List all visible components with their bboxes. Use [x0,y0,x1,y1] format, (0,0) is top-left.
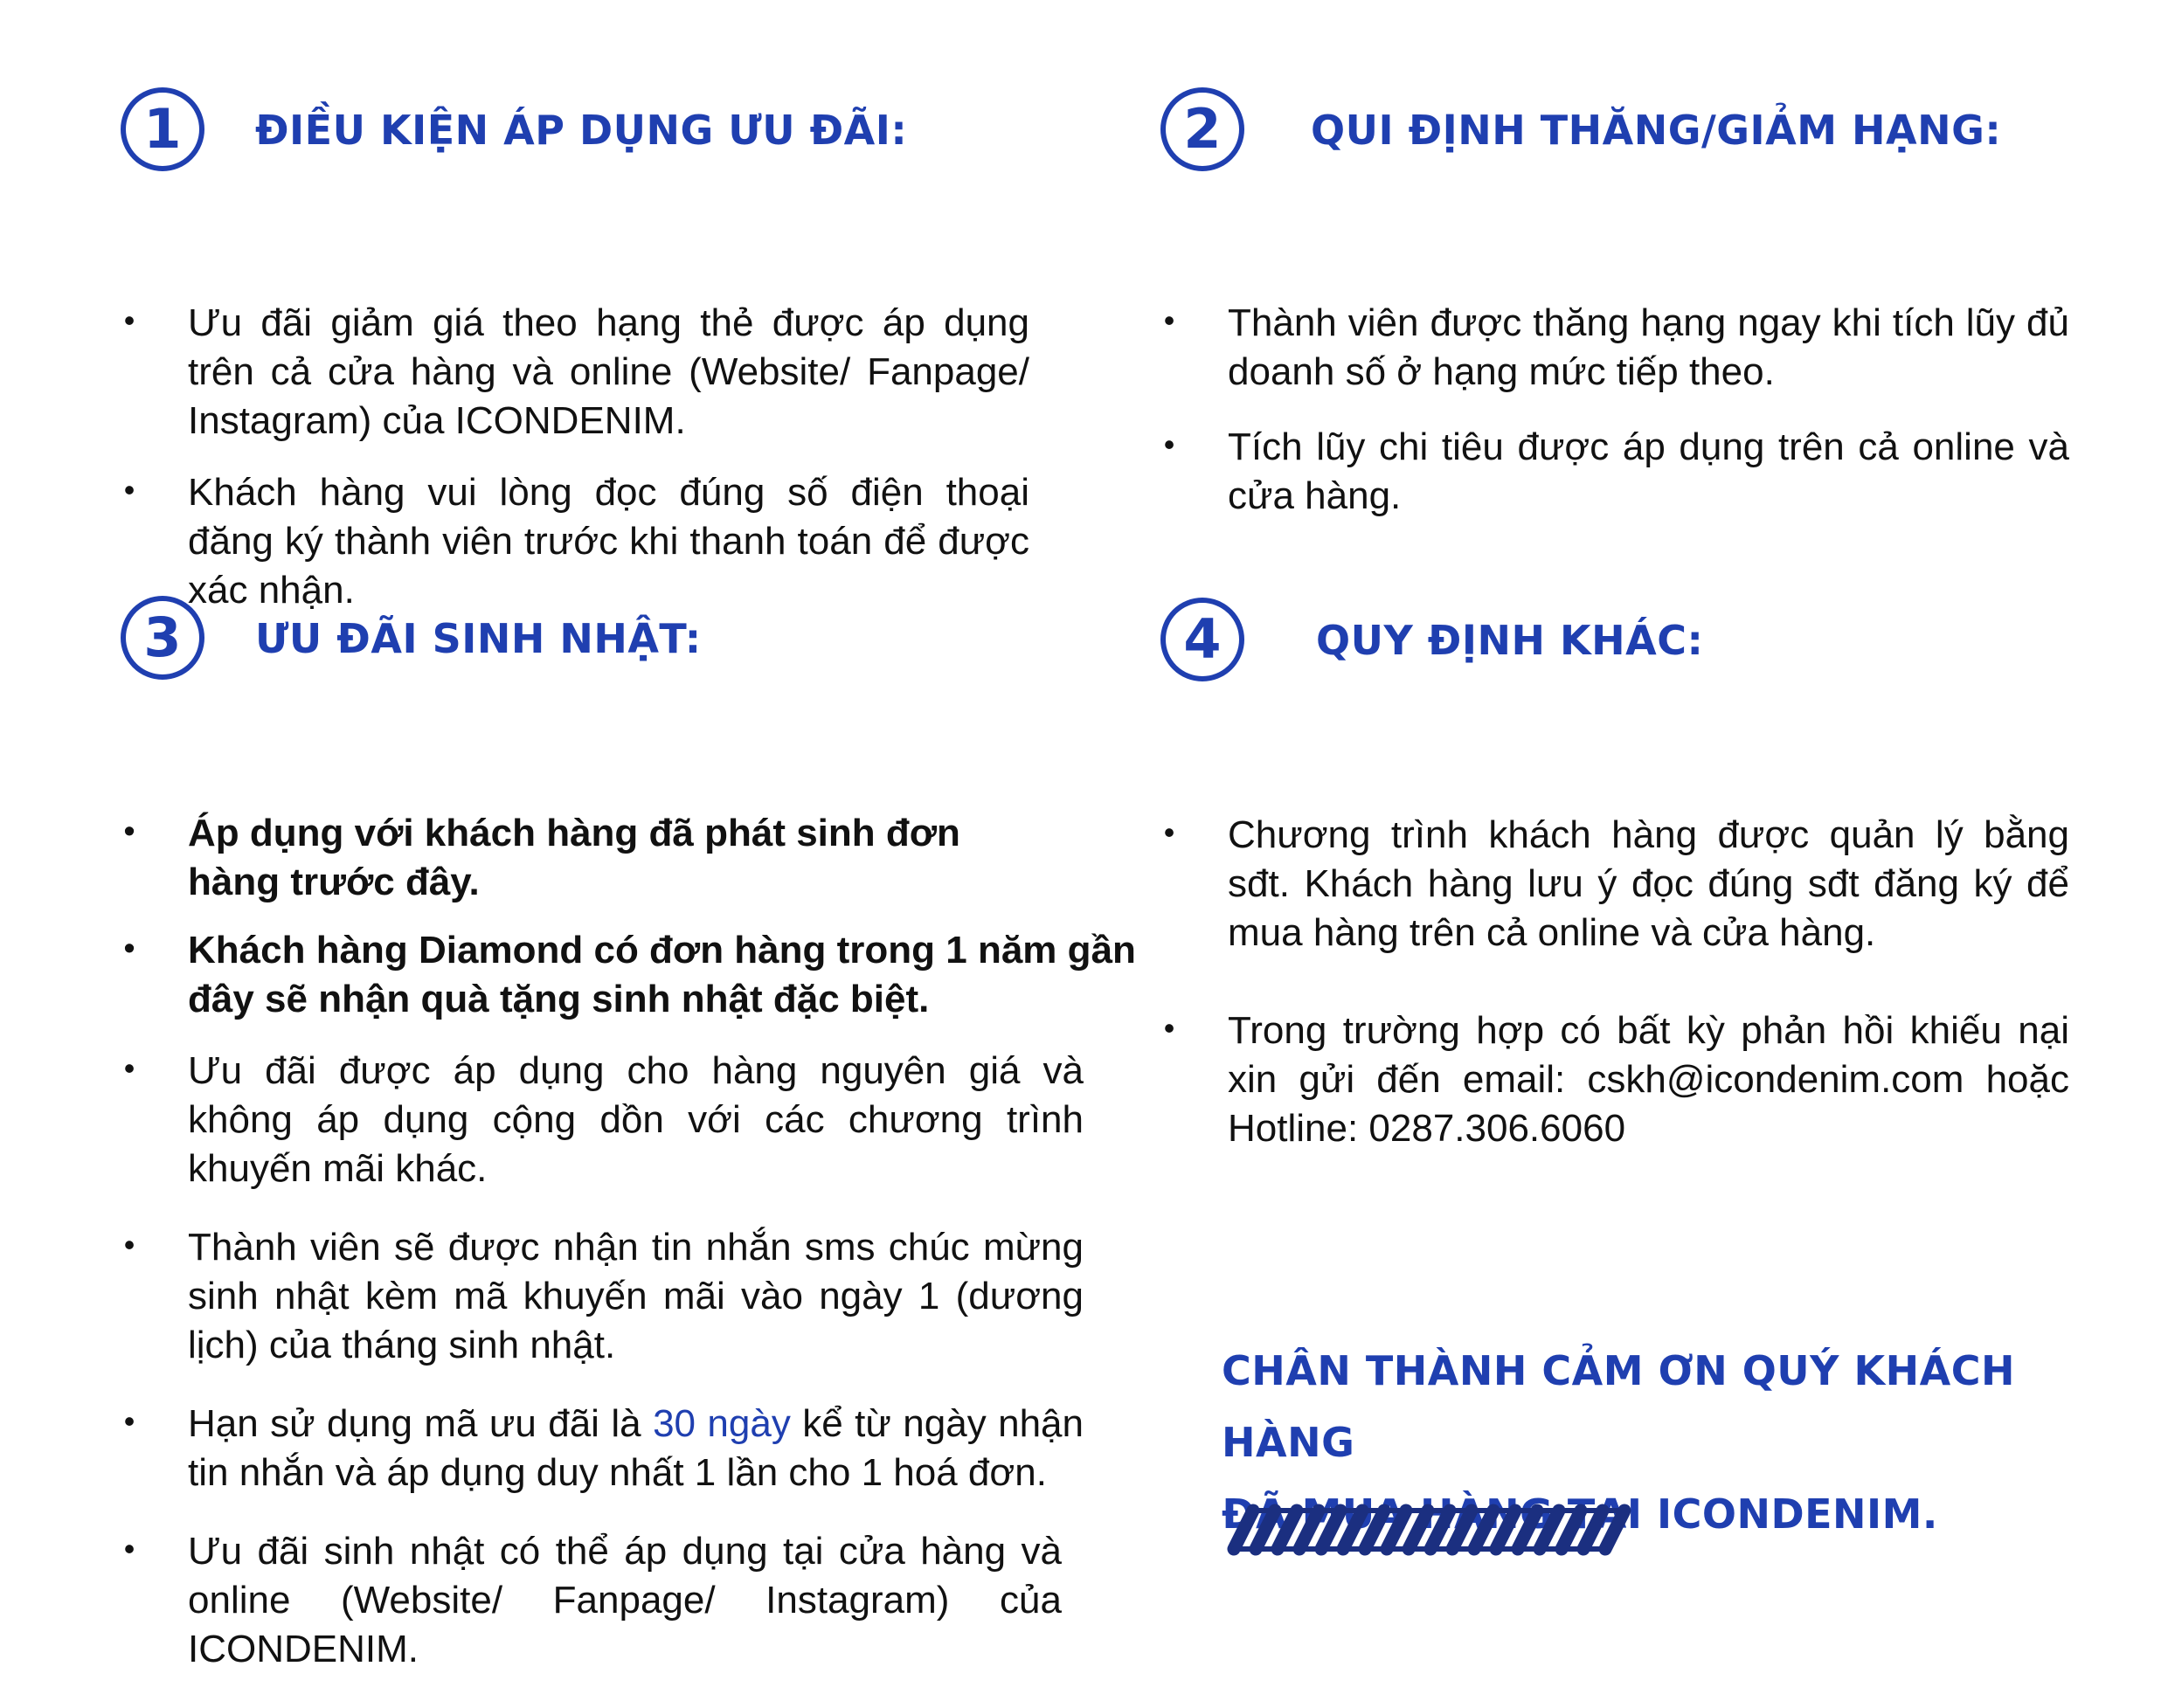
section-2-title: QUI ĐỊNH THĂNG/GIẢM HẠNG: [1311,107,2002,154]
section-3-title: ƯU ĐÃI SINH NHẬT: [255,615,702,662]
section-4-header [1160,598,2069,694]
bullet-icon: • [123,1050,135,1086]
section-3-header [121,596,1099,692]
item-text: Tích lũy chi tiêu được áp dụng trên cả online và cửa hàng. [1228,425,2069,517]
list-item [121,926,1158,1024]
section-1-title: ĐIỀU KIỆN ÁP DỤNG ƯU ĐÃI: [255,107,908,154]
bullet-icon: • [1163,426,1175,462]
bullet-icon: • [123,1227,135,1262]
section-2-list [1160,299,2069,521]
section-number-1: 1 [121,87,204,171]
bullet-icon: • [123,813,135,848]
section-number-2: 2 [1160,87,1244,171]
section-number-4: 4 [1160,598,1244,681]
section-3 [121,596,1136,1674]
item-text: Ưu đãi sinh nhật có thể áp dụng tại cửa hàng và online (Website/ Fanpage/ Instagram) của ICONDENIM. [188,1530,1062,1670]
section-4-title: QUY ĐỊNH KHÁC: [1316,617,1704,664]
item-text: Khách hàng vui lòng đọc đúng số điện thoại đăng ký thành viên trước khi thanh toán để được xác nhận. [188,471,1029,612]
item-text: Ưu đãi được áp dụng cho hàng nguyên giá và không áp dụng cộng dồn với các chương trình khuyến mãi khác. [188,1049,1084,1190]
section-4-list [1160,811,2069,1153]
bullet-icon: • [1163,302,1175,338]
list-item [1160,1006,2069,1153]
thank-you-line-2: ĐÃ MUA HÀNG TẠI ICONDENIM. [1222,1490,1938,1538]
item-text: Thành viên được thăng hạng ngay khi tích lũy đủ doanh số ở hạng mức tiếp theo. [1228,301,2069,393]
bullet-icon: • [1163,1010,1175,1046]
section-2-header [1160,87,2069,183]
section-1-list [121,299,1029,615]
highlight-validity: 30 ngày [653,1402,791,1445]
thank-you-line-1: CHÂN THÀNH CẢM ƠN QUÝ KHÁCH HÀNG [1222,1347,2015,1466]
zigzag-decoration-icon [1223,1498,1643,1559]
list-item [121,1400,1084,1497]
bullet-icon: • [123,302,135,338]
section-1 [121,87,1029,615]
bullet-icon: • [123,472,135,508]
list-item [121,468,1029,615]
bullet-icon: • [123,1531,135,1566]
bullet-icon: • [1163,814,1175,850]
section-3-list [121,809,1136,1674]
item-text-before: Hạn sử dụng mã ưu đãi là [188,1402,654,1445]
item-text-after: kể từ ngày nhận tin nhắn và áp dụng duy nhất 1 lần cho 1 hoá đơn. [188,1402,1084,1494]
list-item [1160,423,2069,521]
section-4 [1160,598,2069,1153]
item-text: Khách hàng Diamond có đơn hàng trong 1 năm gần đây sẽ nhận quà tặng sinh nhật đặc biệt. [188,929,1136,1020]
section-number-3: 3 [121,596,204,680]
list-item [1160,299,2069,397]
item-text: Trong trường hợp có bất kỳ phản hồi khiếu nại xin gửi đến email: cskh@icondenim.com hoặc Hotline: 0287.306.6060 [1228,1009,2069,1150]
section-2 [1160,87,2069,521]
item-text: Ưu đãi giảm giá theo hạng thẻ được áp dụng trên cả cửa hàng và online (Website/ Fanpage/ Instagram) của ICONDENIM. [188,301,1029,442]
section-1-header [121,87,1029,183]
bullet-icon: • [123,1403,135,1439]
list-item [121,1223,1084,1370]
list-item [121,1047,1084,1193]
bullet-icon: • [123,930,135,965]
list-item [121,299,1029,446]
list-item [121,1527,1062,1674]
list-item [121,809,1062,907]
item-text: Áp dụng với khách hàng đã phát sinh đơn hàng trước đây. [188,812,960,903]
list-item [1160,811,2069,958]
zigzag-strokes [1234,1511,1624,1549]
item-text: Thành viên sẽ được nhận tin nhắn sms chúc mừng sinh nhật kèm mã khuyến mãi vào ngày 1 (dương lịch) của tháng sinh nhật. [188,1226,1084,1366]
item-text: Chương trình khách hàng được quản lý bằng sđt. Khách hàng lưu ý đọc đúng sđt đăng ký để mua hàng trên cả online và cửa hàng. [1228,813,2069,954]
